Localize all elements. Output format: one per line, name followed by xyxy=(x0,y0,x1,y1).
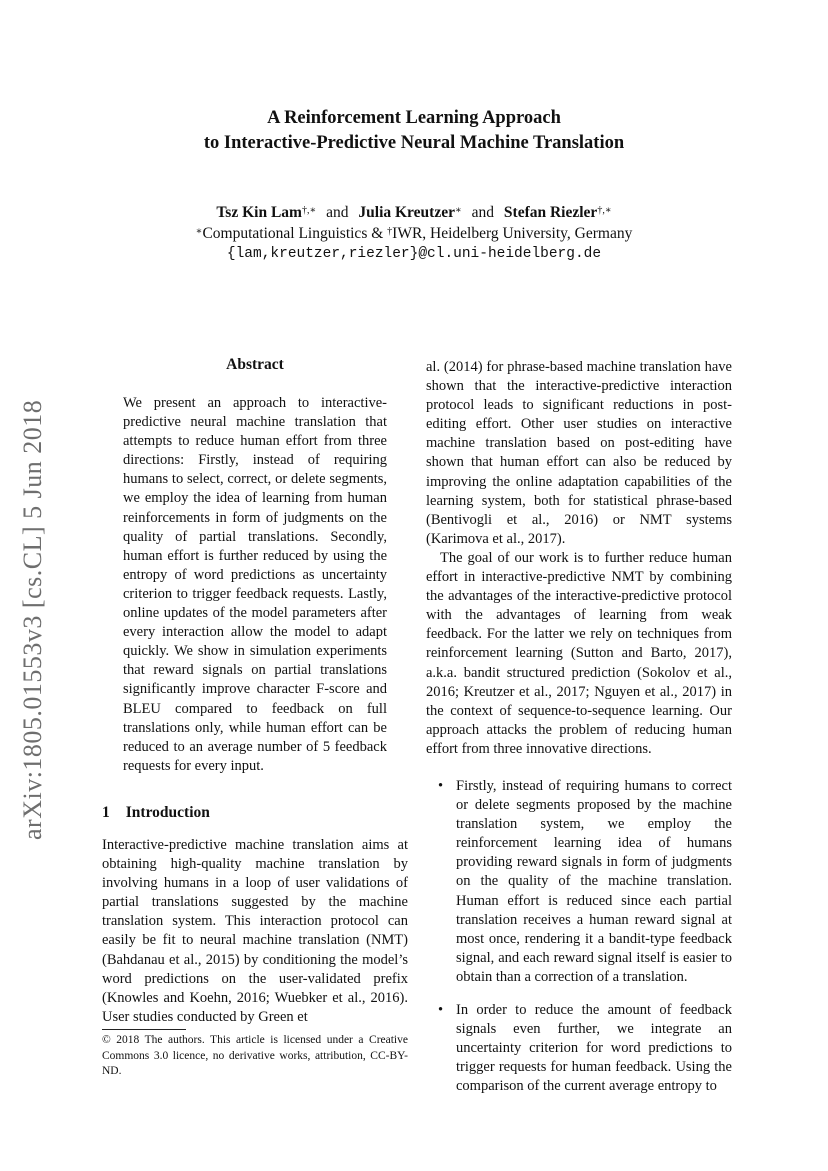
section-number: 1 xyxy=(102,804,110,821)
contribution-list xyxy=(426,777,732,1097)
right-paragraph-2: The goal of our work is to further reduce human effort in interactive-predictive NMT by combining the advantages of the interactive-predictive protocol with the advantages of learning from weak feedback. For the latter we rely on techniques from reinforcement learning (Sutton and Barto, 2017), a.k.a. bandit structured prediction (Sokolov et al., 2016; Kreutzer et al., 2017; Nguyen et al., 2017) in the context of sequence-to-sequence learning. Our approach attacks the problem of reducing human effort from three innovative directions. xyxy=(426,549,732,757)
section-heading-introduction xyxy=(102,804,210,822)
title-line-2: to Interactive-Predictive Neural Machine Translation xyxy=(203,133,625,153)
section-title: Introduction xyxy=(125,804,210,821)
author-3-marks: †,∗ xyxy=(597,205,612,216)
introduction-paragraph: Interactive-predictive machine translation aims at obtaining high-quality machine translation by involving humans in a loop of user validations of partial translations suggested by the machine translation system. This interaction protocol can easily be fit to neural machine translation (NMT) (Bahdanau et al., 2015) by conditioning the model’s word predictions on the user-validated prefix (Knowles and Koehn, 2016; Wuebker et al., 2016). User studies conducted by Green et xyxy=(102,837,408,1025)
footnote-rule xyxy=(102,1029,186,1030)
affiliation-mark-1: ∗ xyxy=(195,226,203,237)
and-1: and xyxy=(326,204,349,221)
copyright-symbol: © xyxy=(102,1034,111,1046)
bullet-text: Firstly, instead of requiring humans to correct or delete segments proposed by the machine translation system, we employ the reinforcement learning idea of humans providing reward signals in form of judgments on the quality of the machine translation. Human effort is reduced since each partial translation receives a human reward signal at most once, rendering it a bandit-type feedback signal, and each reward signal itself is easier to obtain than a correction of a translation. xyxy=(456,777,732,985)
author-2-marks: ∗ xyxy=(454,205,462,216)
author-names xyxy=(0,202,828,223)
abstract-heading: Abstract xyxy=(226,356,284,373)
bullet-text: In order to reduce the amount of feedback signals even further, we integrate an uncertainty criterion for word predictions to trigger requests for human feedback. Using the comparison of the current average entropy to xyxy=(456,1002,732,1095)
abstract-text: We present an approach to interactive-predictive neural machine translation that attempts to reduce human effort from three directions: Firstly, instead of requiring humans to select, correct, or delete segments, we employ the idea of learning from human reinforcements in form of judgments on the quality of partial translations. Secondly, human effort is further reduced by using the entropy of word predictions as uncertainty criterion to trigger feedback requests. Lastly, online updates of the model parameters after every interaction allow the model to adapt quickly. We show in simulation experiments that reward signals on partial translations significantly improve character F-score and BLEU compared to feedback on full translations only, while human effort can be reduced to an average number of 5 feedback requests for every input. xyxy=(123,395,387,774)
right-column xyxy=(426,358,732,1110)
author-3: Stefan Riezler xyxy=(503,204,598,221)
affiliation-text-1: Computational Linguistics & xyxy=(202,225,388,242)
footnote-text: 2018 The authors. This article is licensed under a Creative Commons 3.0 licence, no derivative works, attribution, CC-BY-ND. xyxy=(102,1034,408,1077)
and-2: and xyxy=(471,204,495,221)
title-line-1: A Reinforcement Learning Approach xyxy=(267,108,561,128)
authors xyxy=(0,202,828,265)
affiliation xyxy=(0,223,828,244)
author-1-marks: †,∗ xyxy=(301,205,317,216)
paper-title xyxy=(0,106,828,156)
bullet-icon: • xyxy=(438,1002,444,1018)
footnote xyxy=(102,1033,408,1080)
affiliation-text-2: IWR, Heidelberg University, Germany xyxy=(392,225,633,242)
author-1: Tsz Kin Lam xyxy=(216,204,302,221)
author-2: Julia Kreutzer xyxy=(358,204,455,221)
right-paragraph-1: al. (2014) for phrase-based machine translation have shown that the interactive-predictive interaction protocol leads to significant reductions in post-editing effort. Other user studies on interactive machine translation based on post-editing have shown that human effort can also be reduced by improving the online adaptation capabilities of the learning system, both for statistical phrase-based (Bentivogli et al., 2016) or NMT systems (Karimova et al., 2017). xyxy=(426,359,732,547)
arxiv-sidebar-stamp: arXiv:1805.01553v3 [cs.CL] 5 Jun 2018 xyxy=(18,399,47,840)
author-email[interactable]: {lam,kreutzer,riezler}@cl.uni-heidelberg.de xyxy=(226,246,602,262)
list-item xyxy=(426,1001,732,1096)
list-item xyxy=(426,777,732,987)
affiliation-mark-2: † xyxy=(387,226,393,237)
bullet-icon: • xyxy=(438,777,444,794)
